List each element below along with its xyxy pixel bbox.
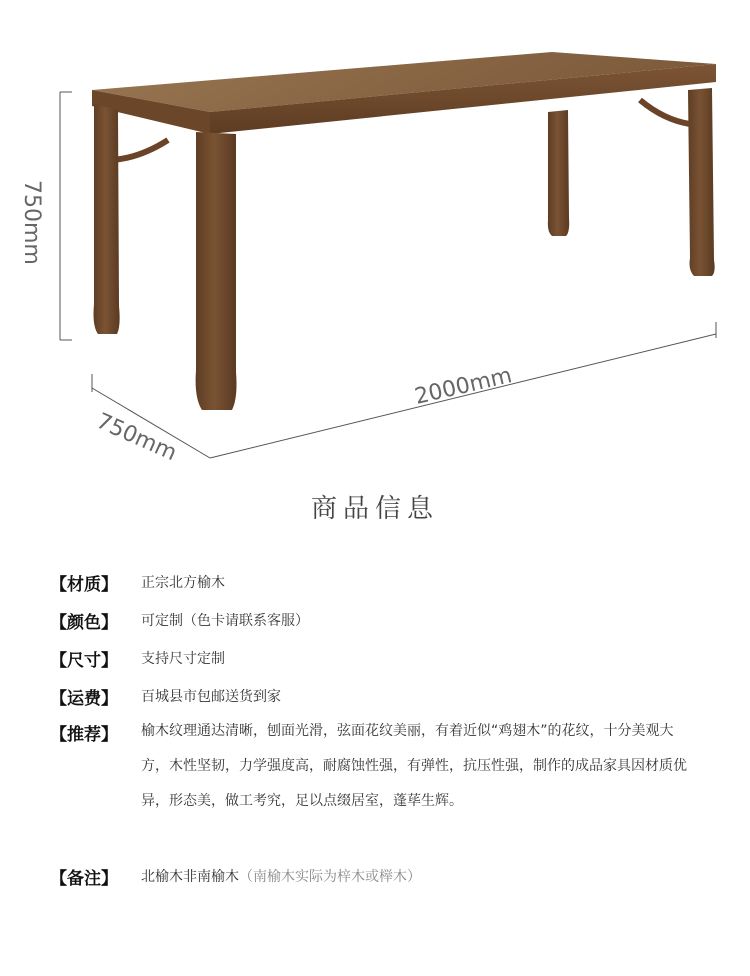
tabletop bbox=[92, 52, 716, 134]
spec-key-material: 【材质】 bbox=[50, 575, 118, 595]
section-title: 商品信息 bbox=[310, 494, 439, 524]
front-legs bbox=[94, 104, 237, 410]
spec-key-shipping: 【运费】 bbox=[50, 689, 118, 709]
spec-key-color: 【颜色】 bbox=[50, 613, 118, 633]
depth-dimension-label: 750mm bbox=[92, 408, 181, 467]
height-dimension-label: 750mm bbox=[19, 180, 44, 265]
spec-value-shipping: 百城县市包邮送货到家 bbox=[141, 689, 281, 705]
spec-value-color: 可定制（色卡请联系客服） bbox=[141, 613, 309, 629]
spec-key-recommend: 【推荐】 bbox=[50, 725, 118, 745]
spec-value-note-main: 北榆木非南榆木 bbox=[141, 869, 239, 885]
spec-value-size: 支持尺寸定制 bbox=[141, 651, 225, 667]
product-figure bbox=[0, 0, 750, 480]
spec-key-note: 【备注】 bbox=[50, 869, 118, 889]
spec-value-material: 正宗北方榆木 bbox=[141, 575, 225, 591]
table-illustration bbox=[0, 0, 750, 480]
spec-value-recommend: 榆木纹理通达清晰，刨面光滑，弦面花纹美丽，有着近似“鸡翅木”的花纹，十分美观大方，木性坚韧，力学强度高，耐腐蚀性强，有弹性，抗压性强，制作的成品家具因材质优异，形态美，做工考究，足以点缀居室，蓬荜生辉。 bbox=[141, 723, 687, 809]
spec-key-size: 【尺寸】 bbox=[50, 651, 118, 671]
spec-value-note-paren: （南榆木实际为梓木或榉木） bbox=[239, 869, 421, 885]
height-dimension-line bbox=[60, 92, 72, 340]
spec-value-note bbox=[141, 866, 421, 886]
length-dimension-label: 2000mm bbox=[412, 363, 515, 410]
back-legs bbox=[548, 88, 715, 276]
